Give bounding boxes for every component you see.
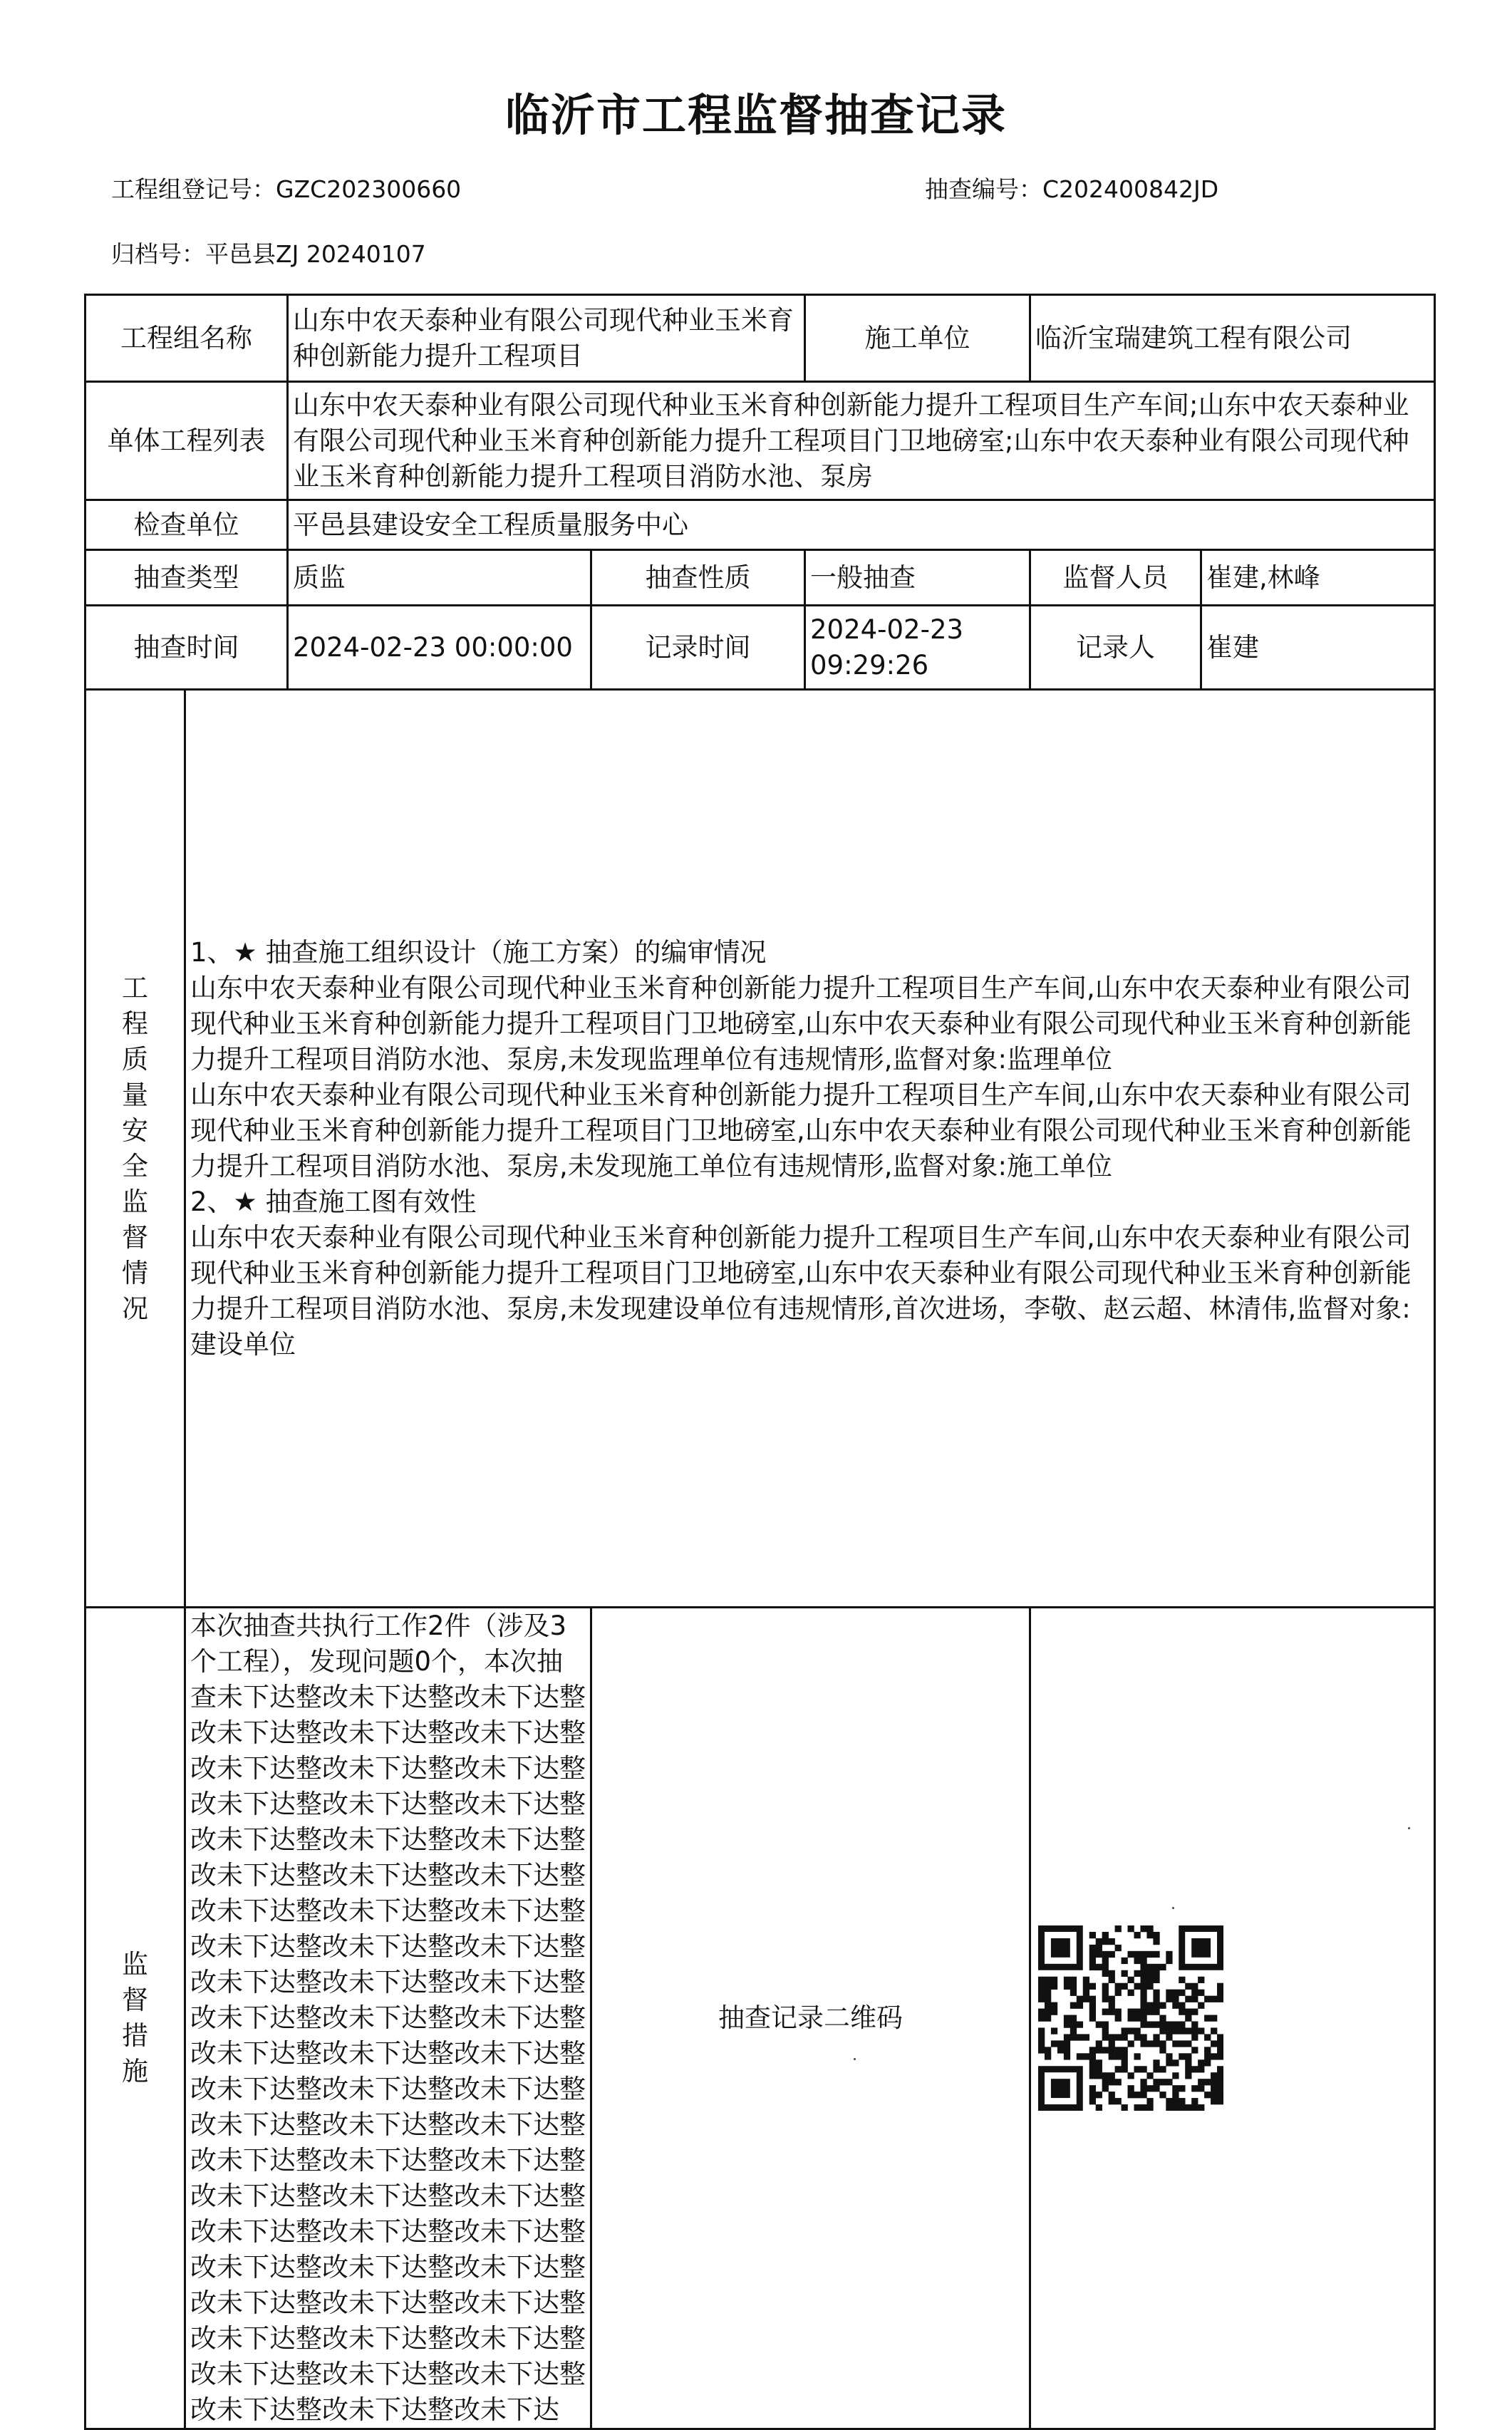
supervision-measures-label [86, 1608, 185, 2429]
project-group-value: 山东中农天泰种业有限公司现代种业玉米育种创新能力提升工程项目 [288, 295, 805, 382]
inspection-nature-value: 一般抽查 [805, 550, 1030, 606]
side-char: 全 [122, 1150, 148, 1182]
side-char: 量 [122, 1079, 148, 1110]
archive-number: 归档号：平邑县ZJ 20240107 [111, 240, 426, 268]
unit-list-value: 山东中农天泰种业有限公司现代种业玉米育种创新能力提升工程项目生产车间;山东中农天泰种业有限公司现代种业玉米育种创新能力提升工程项目门卫地磅室;山东中农天泰种业有限公司现代种业玉米育种创新能力提升工程项目消防水池、泵房 [288, 382, 1435, 500]
row-unit-list [86, 382, 1435, 500]
item-text: 山东中农天泰种业有限公司现代种业玉米育种创新能力提升工程项目生产车间,山东中农天泰种业有限公司现代种业玉米育种创新能力提升工程项目门卫地磅室,山东中农天泰种业有限公司现代种业玉米育种创新能力提升工程项目消防水池、泵房,未发现监理单位有违规情形,监督对象:监理单位 [190, 972, 1412, 1075]
row-inspection-type [86, 550, 1435, 606]
inspection-unit-label: 检查单位 [86, 500, 288, 550]
side-char: 质 [122, 1043, 148, 1075]
recorder-label: 记录人 [1030, 606, 1201, 690]
item-text: 山东中农天泰种业有限公司现代种业玉米育种创新能力提升工程项目生产车间,山东中农天泰种业有限公司现代种业玉米育种创新能力提升工程项目门卫地磅室,山东中农天泰种业有限公司现代种业玉米育种创新能力提升工程项目消防水池、泵房,未发现建设单位有违规情形,首次进场，李敬、赵云超、林清伟,监督对象:建设单位 [190, 1221, 1412, 1360]
side-char: 工 [122, 972, 148, 1003]
record-time-value: 2024-02-23 09:29:26 [805, 606, 1030, 690]
inspection-type-value: 质监 [288, 550, 591, 606]
side-char: 程 [122, 1008, 148, 1039]
quality-supervision-label [86, 690, 185, 1608]
inspection-time-label: 抽查时间 [86, 606, 288, 690]
side-char: 况 [122, 1293, 148, 1324]
qr-code-icon [1038, 1925, 1223, 2111]
registration-number: 工程组登记号：GZC202300660 [111, 175, 462, 203]
scan-speck [1408, 1827, 1410, 1829]
document-title: 临沂市工程监督抽查记录 [504, 89, 1007, 141]
supervisor-label: 监督人员 [1030, 550, 1201, 606]
recorder-value: 崔建 [1201, 606, 1435, 690]
inspection-number: 抽查编号：C202400842JD [925, 175, 1219, 203]
row-inspection-unit [86, 500, 1435, 550]
quality-supervision-content [185, 690, 1435, 1608]
inspection-unit-value: 平邑县建设安全工程质量服务中心 [288, 500, 1435, 550]
side-char: 施 [122, 2056, 148, 2087]
side-char: 情 [122, 1257, 148, 1288]
side-char: 督 [122, 1221, 148, 1253]
row-project-group [86, 295, 1435, 382]
item-title: 2、★ 抽查施工图有效性 [190, 1186, 477, 1217]
side-char: 安 [122, 1115, 148, 1146]
record-time-label: 记录时间 [591, 606, 805, 690]
qr-code-label: 抽查记录二维码 [591, 1608, 1030, 2429]
project-group-label: 工程组名称 [86, 295, 288, 382]
item-title: 1、★ 抽查施工组织设计（施工方案）的编审情况 [190, 936, 767, 968]
supervisor-value: 崔建,林峰 [1201, 550, 1435, 606]
row-quality-supervision [86, 690, 1435, 1608]
side-char: 监 [122, 1186, 148, 1217]
inspection-record-table [84, 294, 1436, 2430]
side-char: 监 [122, 1949, 148, 1980]
supervision-measures-text: 本次抽查共执行工作2件（涉及3个工程），发现问题0个，本次抽查未下达整改未下达整改未下达整改未下达整改未下达整改未下达整改未下达整改未下达整改未下达整改未下达整改未下达整改未下达整改未下达整改未下达整改未下达整改未下达整改未下达整改未下达整改未下达整改未下达整改未下达整改未下达整改未下达整改未下达整改未下达整改未下达整改未下达整改未下达整改未下达整改未下达整改未下达整改未下达整改未下达整改未下达整改未下达整改未下达整改未下达整改未下达整改未下达整改未下达整改未下达整改未下达整改未下达整改未下达整改未下达整改未下达整改未下达整改未下达整改未下达整改未下达整改未下达整改未下达整改未下达整改未下达整改未下达整改未下达整改未下达整改未下达整改未下达整改未下达整改未下达整改未下达整改未下达 [185, 1608, 591, 2429]
inspection-nature-label: 抽查性质 [591, 550, 805, 606]
scan-speck [1172, 1907, 1174, 1909]
contractor-value: 临沂宝瑞建筑工程有限公司 [1030, 295, 1435, 382]
unit-list-label: 单体工程列表 [86, 382, 288, 500]
scan-speck [854, 2058, 856, 2060]
row-supervision-measures [86, 1608, 1435, 2429]
side-char: 督 [122, 1985, 148, 2015]
contractor-label: 施工单位 [805, 295, 1030, 382]
item-text: 山东中农天泰种业有限公司现代种业玉米育种创新能力提升工程项目生产车间,山东中农天泰种业有限公司现代种业玉米育种创新能力提升工程项目门卫地磅室,山东中农天泰种业有限公司现代种业玉米育种创新能力提升工程项目消防水池、泵房,未发现施工单位有违规情形,监督对象:施工单位 [190, 1079, 1412, 1182]
inspection-type-label: 抽查类型 [86, 550, 288, 606]
side-char: 措 [122, 2020, 148, 2051]
inspection-time-value: 2024-02-23 00:00:00 [288, 606, 591, 690]
row-inspection-time [86, 606, 1435, 690]
qr-code-cell [1030, 1608, 1435, 2429]
